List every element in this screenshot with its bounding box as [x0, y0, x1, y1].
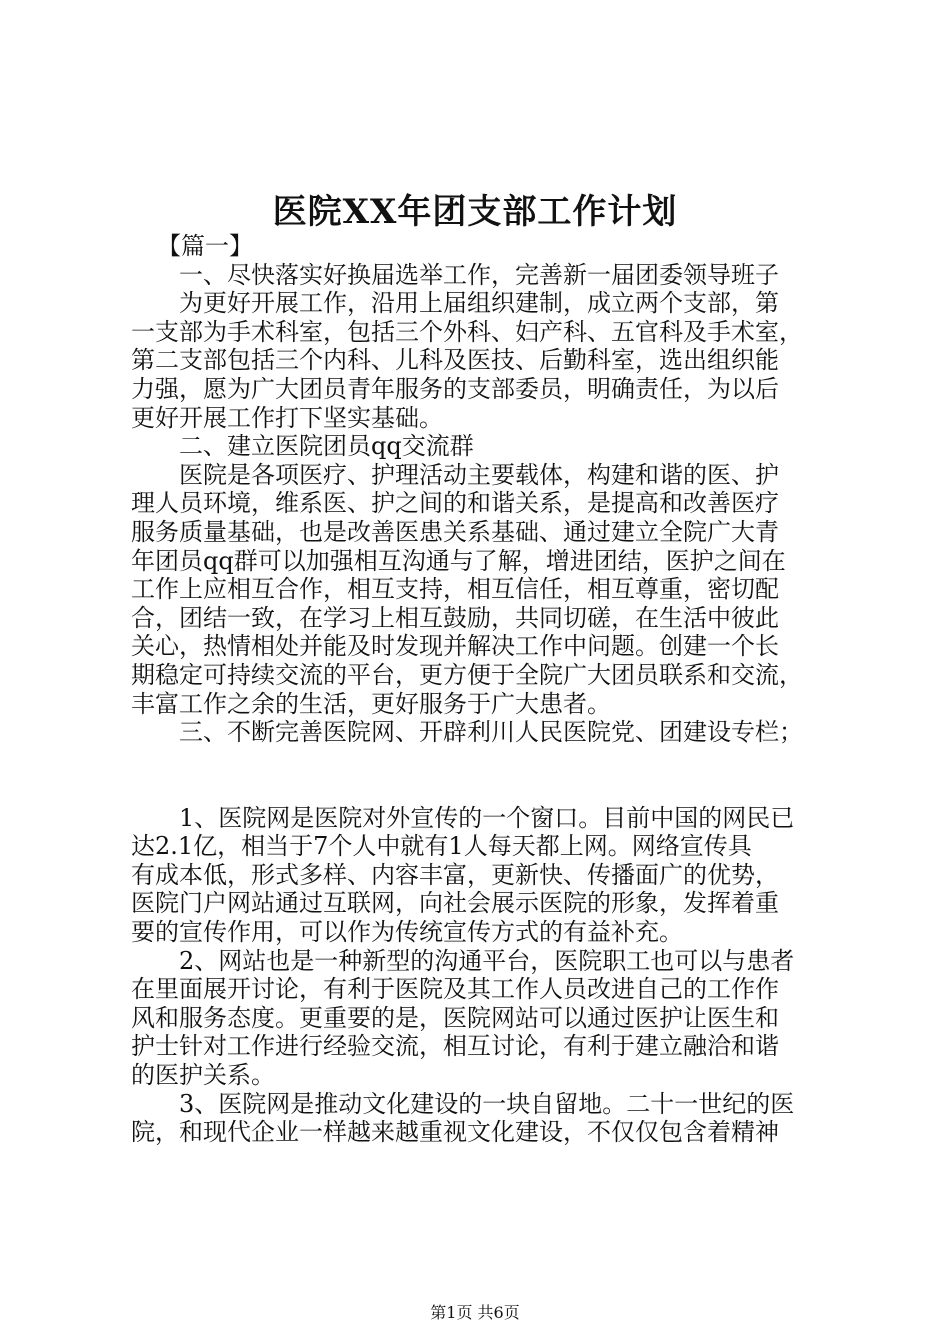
paragraph-line: 3、医院网是推动文化建设的一块自留地。二十一世纪的医: [179, 1089, 795, 1118]
paragraph-line: 第二支部包括三个内科、儿科及医技、后勤科室，选出组织能: [131, 346, 779, 375]
paragraph-line: 理人员环境，维系医、护之间的和谐关系，是提高和改善医疗: [131, 489, 779, 518]
section-heading: 【篇一】: [157, 232, 253, 260]
paragraph-line: 2、网站也是一种新型的沟通平台，医院职工也可以与患者: [179, 946, 795, 975]
paragraph-line: 要的宣传作用，可以作为传统宣传方式的有益补充。: [131, 918, 683, 947]
paragraph-line: 关心，热情相处并能及时发现并解决工作中问题。创建一个长: [131, 632, 779, 661]
paragraph-line: 医院门户网站通过互联网，向社会展示医院的形象，发挥着重: [131, 889, 779, 918]
paragraph-heading: 一、尽快落实好换届选举工作，完善新一届团委领导班子: [179, 260, 779, 289]
paragraph-heading: 三、不断完善医院网、开辟利川人民医院党、团建设专栏；: [179, 718, 803, 747]
paragraph-line: 服务质量基础，也是改善医患关系基础、通过建立全院广大青: [131, 517, 779, 546]
paragraph-line: 达2.1亿，相当于7个人中就有1人每天都上网。网络宣传具: [131, 832, 752, 861]
paragraph-line: 有成本低，形式多样、内容丰富，更新快、传播面广的优势，: [131, 860, 779, 889]
paragraph-heading: 二、建立医院团员qq交流群: [179, 432, 474, 461]
paragraph-line: 护士针对工作进行经验交流，相互讨论，有利于建立融洽和谐: [131, 1032, 779, 1061]
paragraph-line: 一支部为手术科室，包括三个外科、妇产科、五官科及手术室，: [131, 317, 803, 346]
paragraph-line: 丰富工作之余的生活，更好服务于广大患者。: [131, 689, 611, 718]
blank-spacer: [131, 747, 831, 804]
page-footer: 第1页 共6页: [430, 1303, 520, 1322]
paragraph-line: 的医护关系。: [131, 1061, 275, 1090]
paragraph-line: 在里面展开讨论，有利于医院及其工作人员改进自己的工作作: [131, 975, 779, 1004]
document-title: 医院XX年团支部工作计划: [272, 192, 678, 232]
paragraph-line: 力强，愿为广大团员青年服务的支部委员，明确责任，为以后: [131, 374, 779, 403]
paragraph-line: 1、医院网是医院对外宣传的一个窗口。目前中国的网民已: [179, 803, 795, 832]
paragraph-line: 为更好开展工作，沿用上届组织建制，成立两个支部，第: [179, 289, 779, 318]
paragraph-line: 合，团结一致，在学习上相互鼓励，共同切磋，在生活中彼此: [131, 603, 779, 632]
paragraph-line: 更好开展工作打下坚实基础。: [131, 403, 443, 432]
paragraph-line: 期稳定可持续交流的平台，更方便于全院广大团员联系和交流，: [131, 660, 803, 689]
document-body: [131, 232, 831, 1147]
paragraph-line: 风和服务态度。更重要的是，医院网站可以通过医护让医生和: [131, 1003, 779, 1032]
paragraph-line: 医院是各项医疗、护理活动主要载体，构建和谐的医、护: [179, 460, 779, 489]
paragraph-line: 院，和现代企业一样越来越重视文化建设，不仅仅包含着精神: [131, 1118, 779, 1147]
paragraph-line: 年团员qq群可以加强相互沟通与了解，增进团结，医护之间在: [131, 546, 786, 575]
paragraph-line: 工作上应相互合作，相互支持，相互信任，相互尊重，密切配: [131, 575, 779, 604]
